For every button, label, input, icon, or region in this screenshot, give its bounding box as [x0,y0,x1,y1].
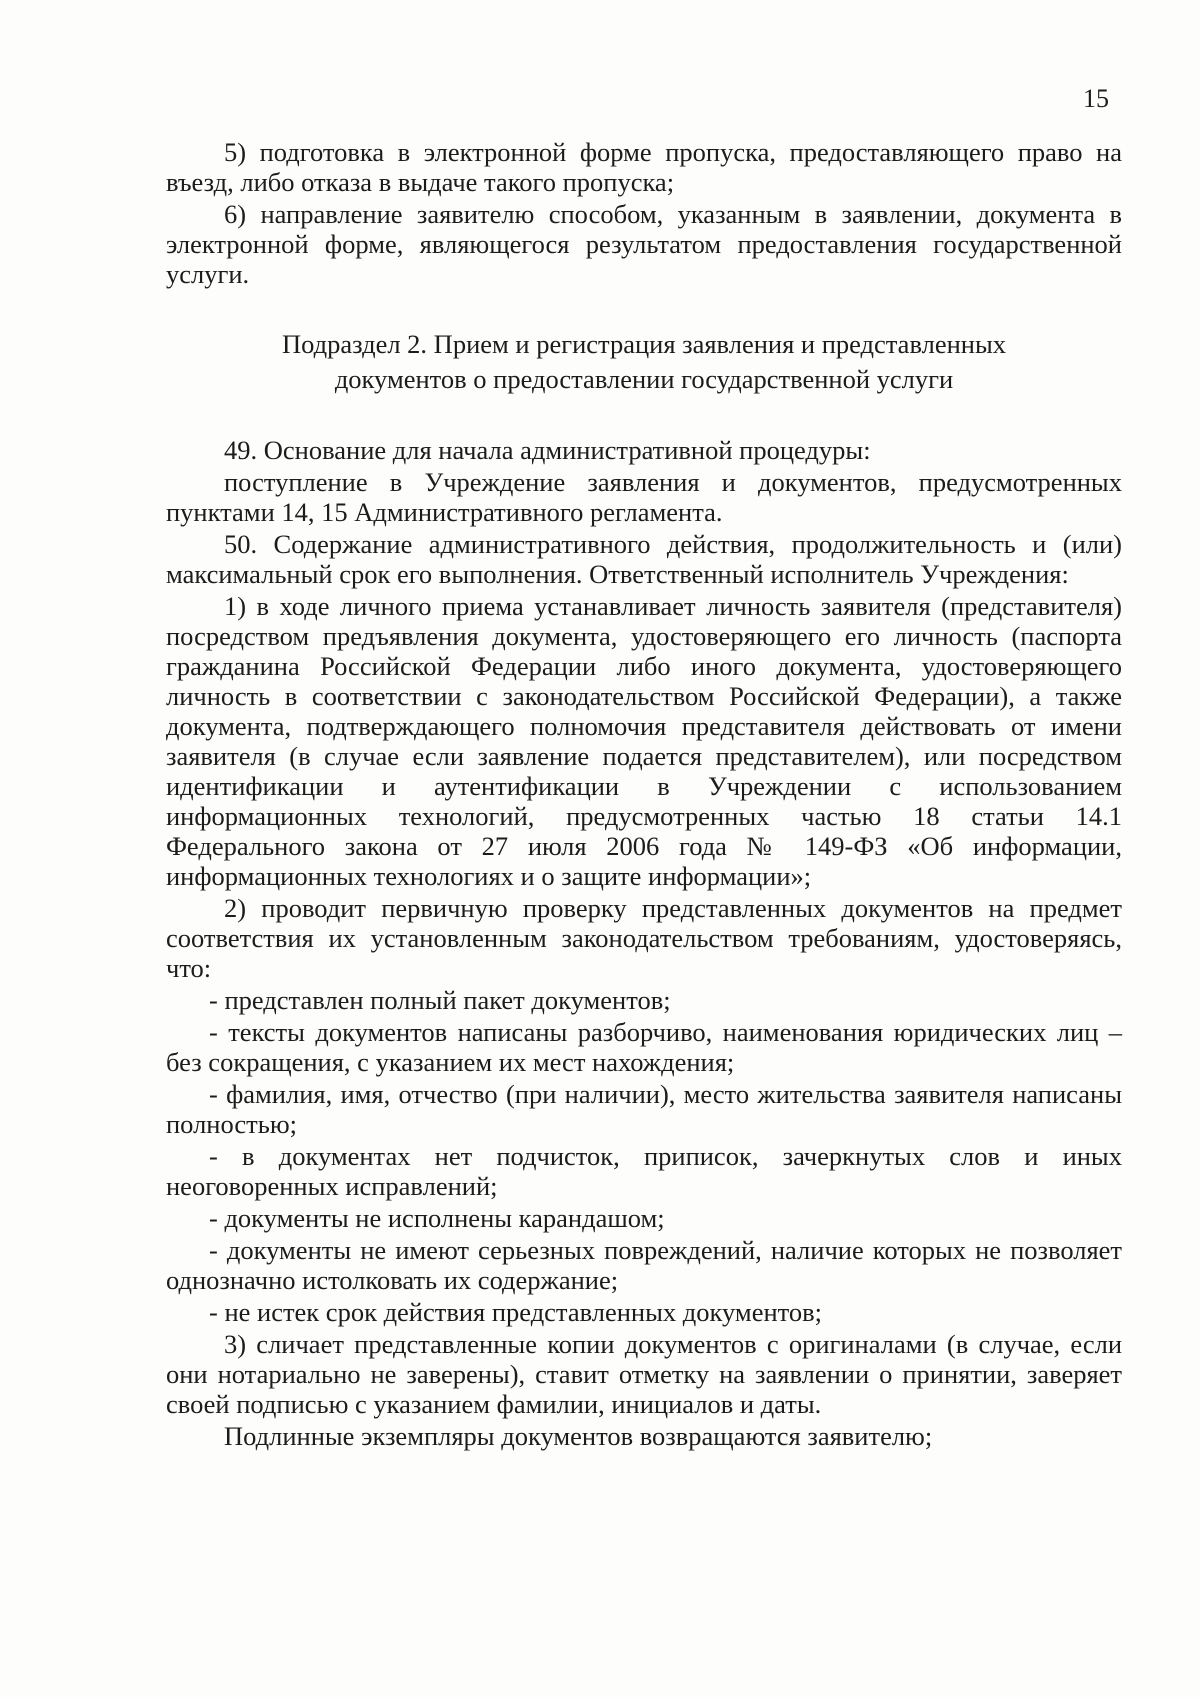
check-item: - тексты документов написаны разборчиво, наименования юридических лиц – без сокращения, с указанием их мест нахождения; [166,1017,1122,1077]
check-item: - документы не исполнены карандашом; [209,1203,665,1233]
paragraph-50-item-1: 1) в ходе личного приема устанавливает личность заявителя (представителя) посредством предъявления документа, удостоверяющего его личность (паспорта гражданина Российской Федерации либо иного документа, удостоверяющего личность в соответствии с законодательством Российской Федерации), а также документа, подтверждающего полномочия представителя действовать от имени заявителя (в случае если заявление подается представителем), или посредством идентификации и аутентификации в Учреждении с использованием информационных технологий, предусмотренных частью 18 статьи 14.1 Федерального закона от 27 июля 2006 года № 149-ФЗ «Об информации, информационных технологиях и о защите информации»; [166,591,1122,891]
check-item: - не истек срок действия представленных документов; [209,1297,822,1327]
paragraph-item-6: 6) направление заявителю способом, указанным в заявлении, документа в электронной форме, являющегося результатом предоставления государственной услуги. [166,199,1122,289]
check-item: - фамилия, имя, отчество (при наличии), место жительства заявителя написаны полностью; [166,1079,1122,1139]
paragraph-50: 50. Содержание административного действия, продолжительность и (или) максимальный срок его выполнения. Ответственный исполнитель Учреждения: [166,529,1122,589]
document-body [166,137,1122,1453]
paragraph-originals-returned: Подлинные экземпляры документов возвращаются заявителю; [224,1421,933,1451]
check-item: - в документах нет подчисток, приписок, зачеркнутых слов и иных неоговоренных исправлений; [166,1141,1122,1201]
subsection-heading [166,327,1122,397]
subsection-heading-line-1: Подраздел 2. Прием и регистрация заявления и представленных [281,329,1007,359]
paragraph-50-item-3: 3) сличает представленные копии документов с оригиналами (в случае, если они нотариально не заверены), ставит отметку на заявлении о принятии, заверяет своей подписью с указанием фамилии, инициалов и даты. [166,1329,1122,1419]
paragraph-item-5: 5) подготовка в электронной форме пропуска, предоставляющего право на въезд, либо отказа в выдаче такого пропуска; [166,137,1122,197]
check-item: - документы не имеют серьезных повреждений, наличие которых не позволяет однозначно истолковать их содержание; [166,1235,1122,1295]
check-item: - представлен полный пакет документов; [209,985,671,1015]
paragraph-50-item-2: 2) проводит первичную проверку представленных документов на предмет соответствия их установленным законодательством требованиям, удостоверяясь, что: [166,893,1122,983]
paragraph-49-text: поступление в Учреждение заявления и документов, предусмотренных пунктами 14, 15 Административного регламента. [166,467,1122,527]
subsection-heading-line-2: документов о предоставлении государственной услуги [334,364,954,394]
page-number: 15 [1083,84,1109,113]
paragraph-49: 49. Основание для начала административной процедуры: [224,435,871,465]
